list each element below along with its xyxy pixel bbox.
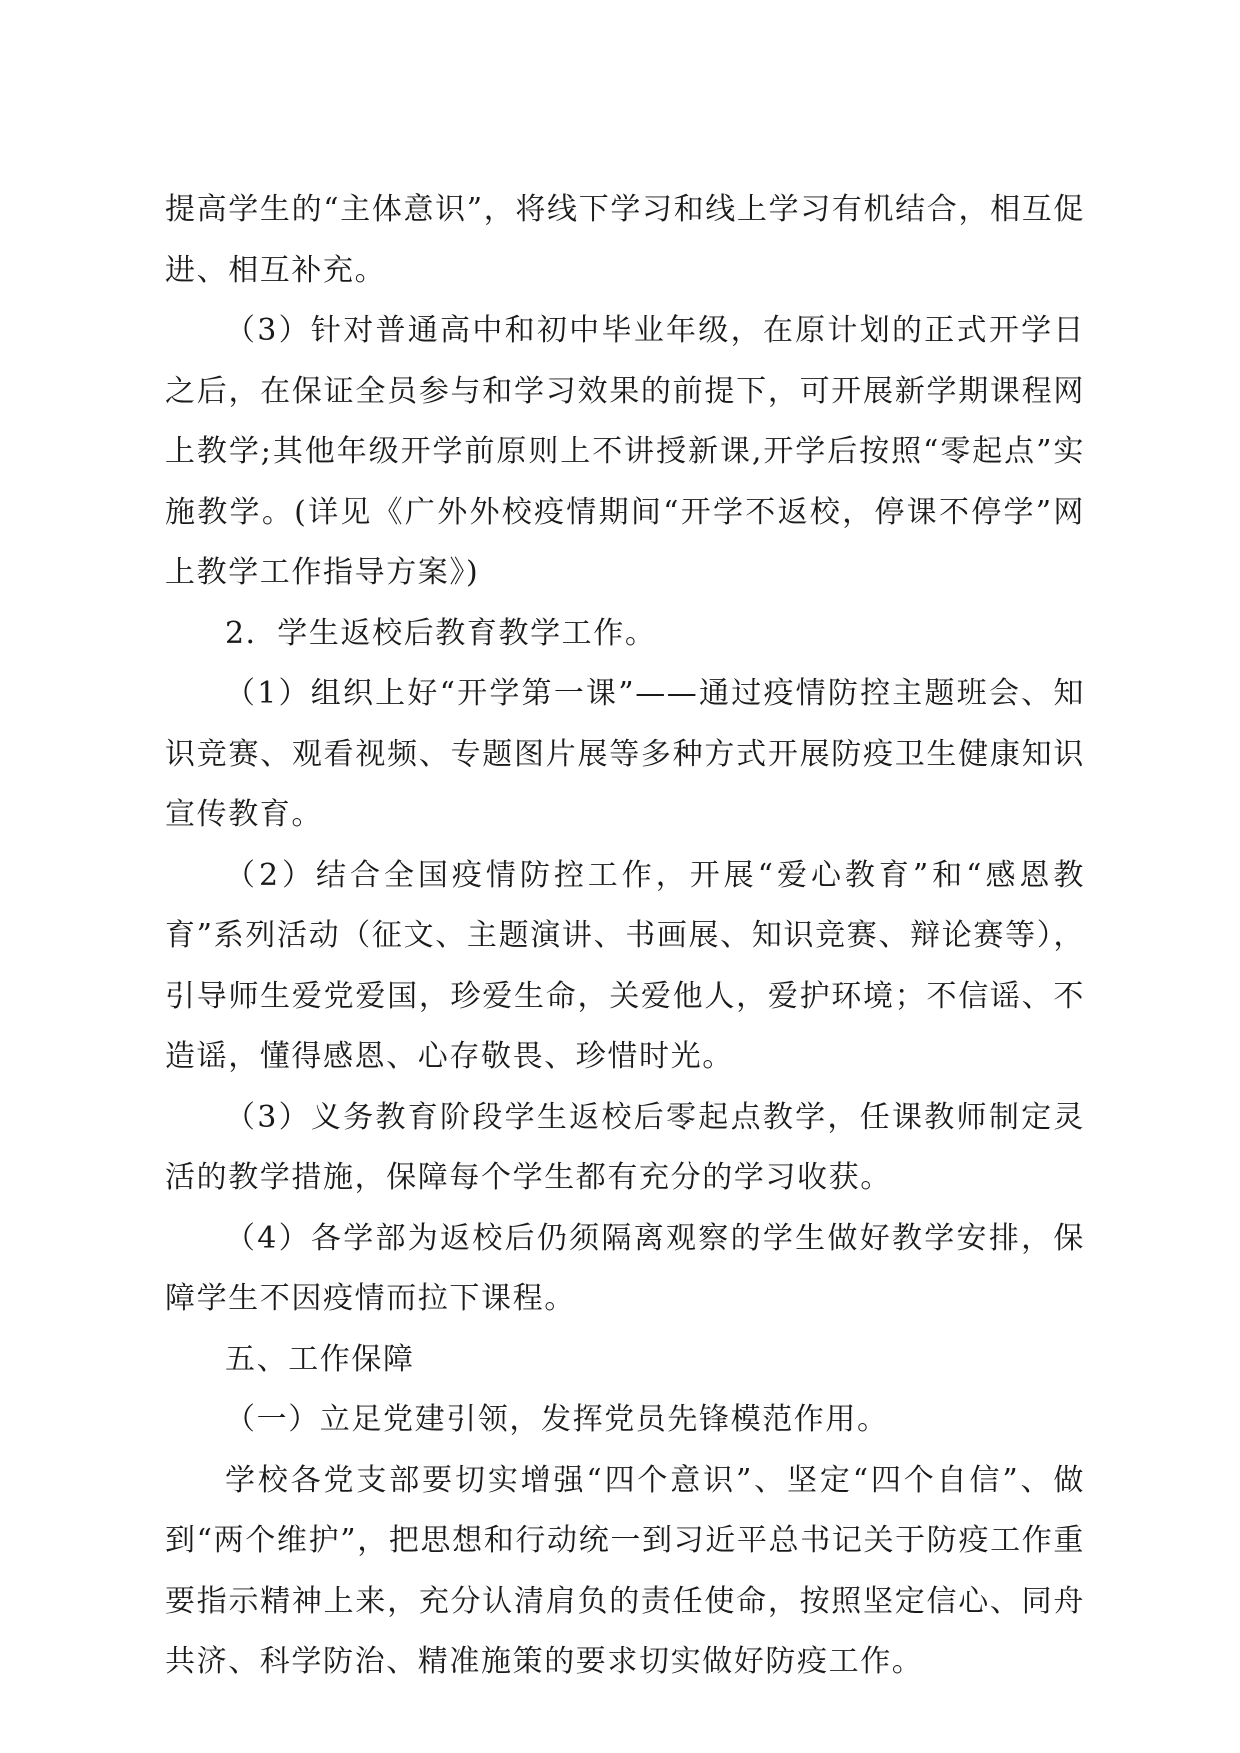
paragraph-item-1-first-lesson: （1）组织上好“开学第一课”——通过疫情防控主题班会、知识竞赛、观看视频、专题图片展等多种方式开展防疫卫生健康知识宣传教育。 [165,676,1085,832]
subsection-heading-1: （一）立足党建引领，发挥党员先锋模范作用。 [225,1402,889,1437]
paragraph-item-2-activities: （2）结合全国疫情防控工作，开展“爱心教育”和“感恩教育”系列活动（征文、主题演讲、书画展、知识竞赛、辩论赛等），引导师生爱党爱国，珍爱生命，关爱他人，爱护环境；不信谣、不造谣，懂得感恩、心存敬畏、珍惜时光。 [165,857,1085,1074]
paragraph-continuation: 提高学生的“主体意识”，将线下学习和线上学习有机结合，相互促进、相互补充。 [165,192,1085,288]
section-heading-5: 五、工作保障 [225,1341,415,1377]
paragraph-item-4-isolation: （4）各学部为返校后仍须隔离观察的学生做好教学安排，保障学生不因疫情而拉下课程。 [165,1220,1085,1316]
paragraph-party-branch: 学校各党支部要切实增强“四个意识”、坚定“四个自信”、做到“两个维护”，把思想和行动统一到习近平总书记关于防疫工作重要指示精神上来，充分认清肩负的责任使命，按照坚定信心、同舟共济、科学防治、精准施策的要求切实做好防疫工作。 [165,1462,1085,1679]
document-body [165,180,1085,1693]
paragraph-item-3-zero-start: （3）义务教育阶段学生返校后零起点教学，任课教师制定灵活的教学措施，保障每个学生都有充分的学习收获。 [165,1099,1085,1195]
section-heading-2: 2．学生返校后教育教学工作。 [225,615,657,651]
paragraph-item-3-online-teaching: （3）针对普通高中和初中毕业年级，在原计划的正式开学日之后，在保证全员参与和学习效果的前提下，可开展新学期课程网上教学;其他年级开学前原则上不讲授新课,开学后按照“零起点”实施教学。(详见《广外外校疫情期间“开学不返校，停课不停学”网上教学工作指导方案》) [165,313,1085,590]
